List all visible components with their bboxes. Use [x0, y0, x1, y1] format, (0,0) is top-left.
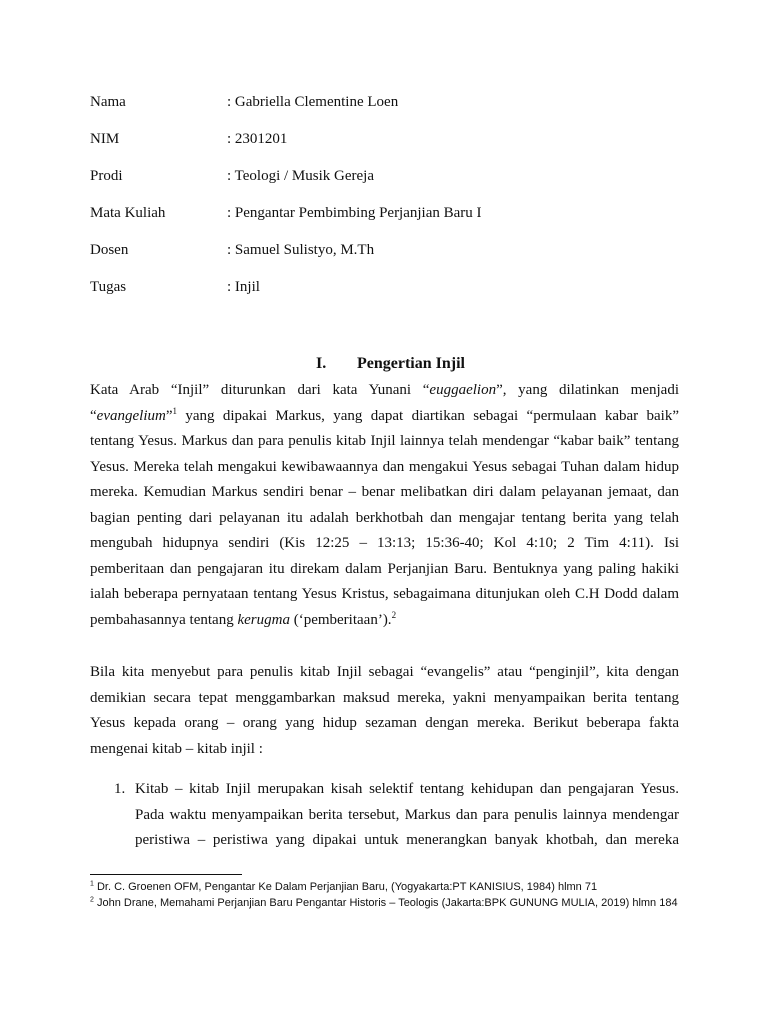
section-number: I. [316, 355, 327, 372]
paragraph-line: mengenai kitab – kitab injil : [90, 740, 263, 757]
italic-term: euggaelion [429, 382, 497, 398]
section-title: Pengertian Injil [357, 355, 465, 372]
italic-term: evangelium [96, 407, 166, 424]
paragraph-2 [90, 660, 679, 762]
footnotes [90, 880, 680, 911]
footnote-ref[interactable]: 1 [172, 405, 177, 416]
meta-label: Nama [90, 94, 126, 110]
meta-value: : Pengantar Pembimbing Perjanjian Baru I [227, 205, 482, 221]
list-number: 1. [114, 781, 126, 797]
meta-value: : Teologi / Musik Gereja [227, 168, 374, 184]
paragraph-line: tentang Yesus. Markus dan para penulis kitab Injil lainnya telah mendengar “kabar baik” tentang [90, 433, 679, 449]
paragraph-line: Bila kita menyebut para penulis kitab Injil sebagai “evangelis” atau “penginjil”, kita dengan [90, 664, 679, 680]
footnote-separator [90, 874, 242, 875]
paragraph-line: bagian penting dari pelayanan itu adalah berkhotbah dan mengajar tentang berita yang telah [90, 509, 679, 526]
meta-label: NIM [90, 131, 120, 147]
meta-label: Prodi [90, 168, 123, 184]
meta-value: : Gabriella Clementine Loen [227, 94, 399, 110]
paragraph-line: “evangelium”$^1$ yang dipakai Markus, yang dapat diartikan sebagai “permulaan kabar baik” [90, 405, 679, 424]
list-line: Pada waktu menyampaikan berita tersebut, Markus dan para penulis lainnya mendengar [135, 806, 679, 823]
footnote-2: $^2$ John Drane, Memahami Perjanjian Baru Pengantar Historis – Teologis (Jakarta:BPK GUNUNG MULIA, 2019) hlmn 184 [90, 895, 678, 909]
meta-value: : Samuel Sulistyo, M.Th [227, 242, 375, 258]
paragraph-line: ialah beberapa pernyataan tentang Yesus Kristus, sebagaimana ditunjukan oleh C.H Dodd dalam [90, 586, 679, 602]
paragraph-line: mengubah hidupnya sendiri (Kis 12:25 – 13:13; 15:36-40; Kol 4:10; 2 Tim 4:11). Isi [90, 535, 679, 551]
paragraph-line: Kata Arab “Injil” diturunkan dari kata Yunani “euggaelion”, yang dilatinkan menjadi [90, 382, 679, 398]
meta-label: Tugas [90, 279, 127, 295]
paragraph-line: demikian secara tepat menggambarkan maksud mereka, yakni menyampaikan berita tentang [90, 689, 679, 706]
paragraph-line: mereka. Kemudian Markus sendiri benar – benar melibatkan diri dalam pelayanan jemaat, dan [90, 484, 679, 500]
meta-value: : 2301201 [227, 131, 288, 147]
footnote-1: $^1$ Dr. C. Groenen OFM, Pengantar Ke Dalam Perjanjian Baru, (Yogyakarta:PT KANISIUS, 1984) hlmn 71 [90, 880, 598, 893]
meta-label: Mata Kuliah [90, 205, 166, 221]
footnote-ref[interactable]: 2 [391, 609, 397, 620]
italic-term: kerugma [237, 611, 290, 628]
meta-value: : Injil [227, 279, 260, 295]
paragraph-line: Yesus. Mereka telah mengakui kewibawaannya dan mengakui Yesus sebagai Tuhan dalam hidup [90, 458, 679, 475]
list-text [135, 777, 679, 854]
paragraph-line: Yesus kepada orang – orang yang hidup sezaman dengan mereka. Berikut beberapa fakta [90, 715, 679, 731]
paragraph-line: pemberitaan dan pengajaran itu direkam dalam Perjanjian Baru. Bentuknya yang paling hakiki [90, 560, 679, 577]
paragraph-line: pembahasannya tentang kerugma (‘pemberitaan’).$^2$ [90, 609, 397, 628]
footnote-mark: 1 [90, 880, 94, 888]
footnote-mark: 2 [90, 895, 94, 903]
meta-label: Dosen [90, 242, 129, 258]
list-line: peristiwa – peristiwa yang dipakai untuk menerangkan banyak khotbah, dan mereka [135, 832, 679, 848]
paragraph-1 [90, 378, 679, 633]
list-line: Kitab – kitab Injil merupakan kisah selektif tentang kehidupan dan pengajaran Yesus. [135, 781, 679, 797]
